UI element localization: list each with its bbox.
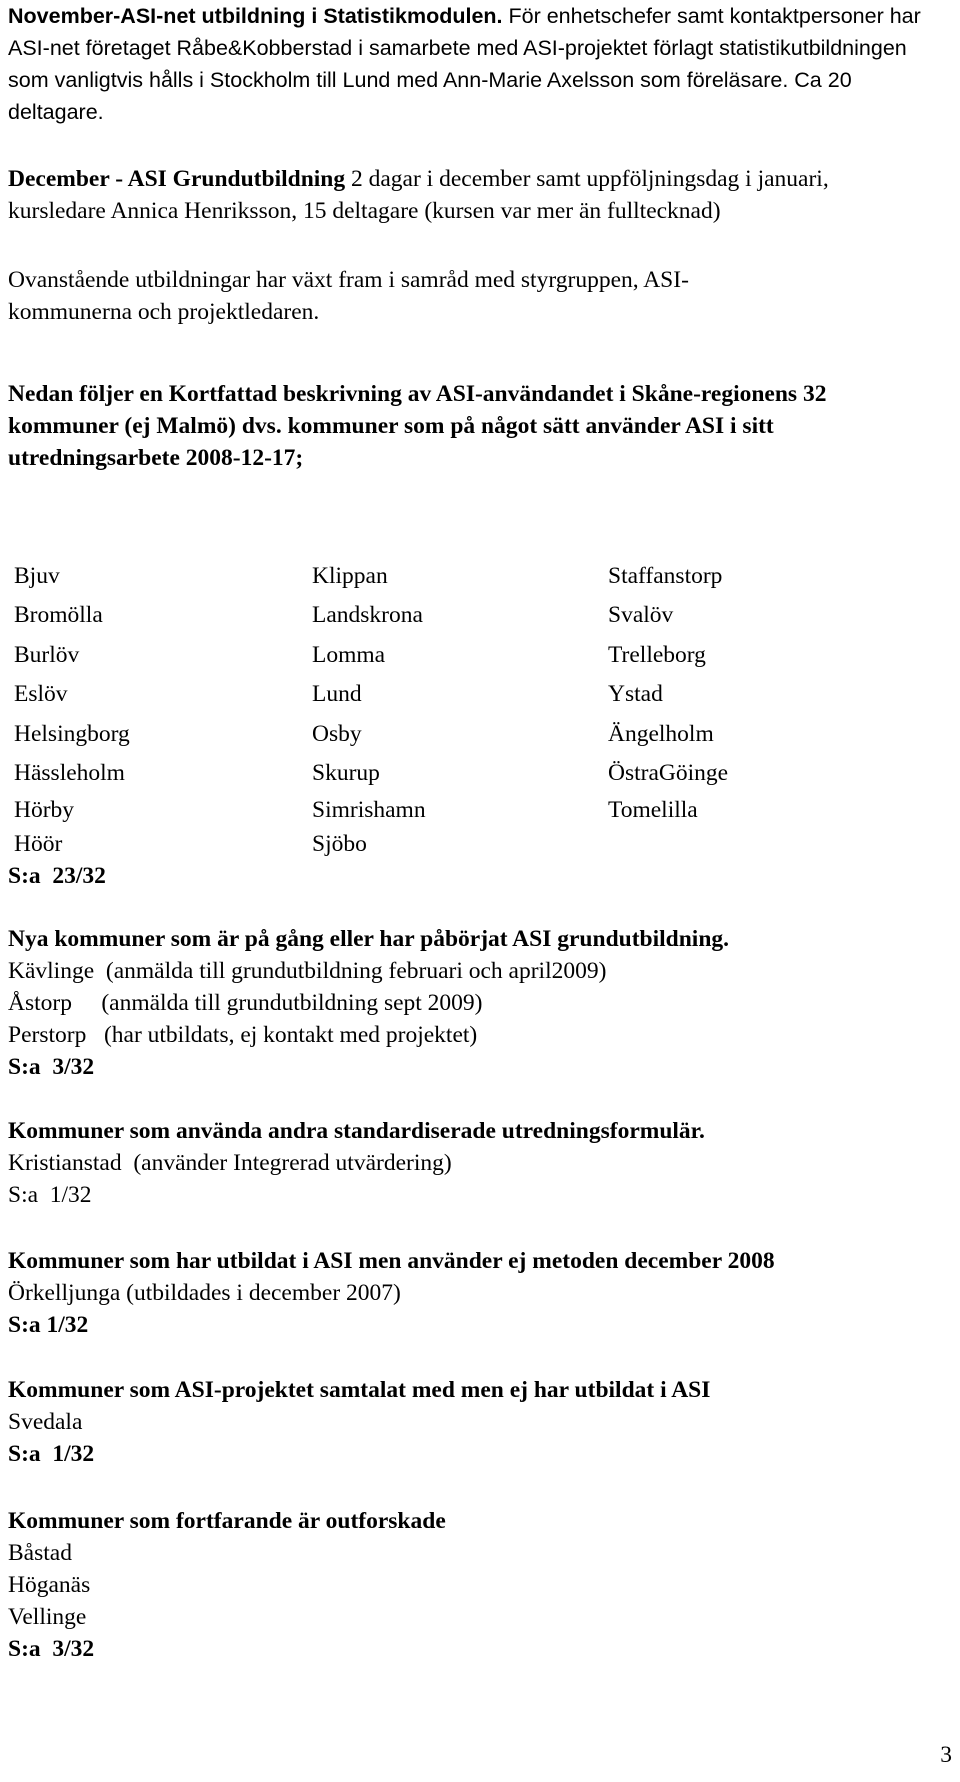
table-cell: Bjuv: [14, 563, 60, 589]
list-item: Båstad: [8, 1540, 72, 1566]
december-paragraph: [8, 163, 928, 227]
sum-total: S:a 23/32: [8, 863, 106, 890]
december-text: 2 dagar i december samt uppföljningsdag i januari, kursledare Annica Henriksson, 15 deltagare (kursen var mer än fulltecknad): [8, 166, 829, 224]
intro-text: För enhetschefer samt kontaktpersoner har ASI-net företaget Råbe&Kobberstad i samarbete med ASI-projektet förlagt statistikutbildningen som vanligtvis hålls i Stockholm till Lund med Ann-Marie Axelsson som föreläsare. Ca 20 deltagare.: [8, 4, 921, 124]
section-heading: Kommuner som använda andra standardiserade utredningsformulär.: [8, 1118, 705, 1144]
consensus-paragraph: Ovanstående utbildningar har växt fram i samråd med styrgruppen, ASI-kommunerna och projektledaren.: [8, 267, 689, 325]
list-item: Höganäs: [8, 1572, 91, 1598]
section-heading: Kommuner som fortfarande är outforskade: [8, 1508, 446, 1534]
table-cell: Skurup: [312, 759, 380, 786]
table-cell: Höör: [14, 831, 63, 858]
section-sum: S:a 3/32: [8, 1054, 95, 1080]
list-item: Örkelljunga (utbildades i december 2007): [8, 1280, 401, 1306]
december-heading: December - ASI Grundutbildning: [8, 166, 346, 192]
section-heading: Nya kommuner som är på gång eller har påbörjat ASI grundutbildning.: [8, 926, 730, 952]
table-row: [8, 557, 908, 596]
discussed-section: [8, 1374, 953, 1470]
table-cell: ÖstraGöinge: [608, 759, 729, 786]
table-row: [8, 675, 908, 714]
section-heading: Kommuner som ASI-projektet samtalat med men ej har utbildat i ASI: [8, 1377, 711, 1403]
trained-not-using-section: [8, 1245, 953, 1341]
section-sum: S:a 1/32: [8, 1441, 95, 1467]
list-item: Perstorp (har utbildats, ej kontakt med projektet): [8, 1022, 478, 1048]
table-cell: Klippan: [312, 563, 388, 589]
table-cell: Simrishamn: [312, 797, 426, 824]
list-item: Åstorp (anmälda till grundutbildning sept 2009): [8, 990, 483, 1016]
table-row: [8, 715, 908, 754]
table-row: [8, 828, 908, 860]
section-sum: S:a 3/32: [8, 1636, 95, 1662]
table-cell: Staffanstorp: [608, 563, 723, 589]
table-row: [8, 596, 908, 635]
section-sum: S:a 1/32: [8, 1182, 92, 1208]
summary-heading: Nedan följer en Kortfattad beskrivning av ASI-användandet i Skåne-regionens 32 kommuner (ej Malmö) dvs. kommuner som på något sätt använder ASI i sitt utredningsarbete 2008-12-17;: [8, 381, 827, 471]
table-cell: Trelleborg: [608, 641, 706, 668]
page-number: 3: [940, 1742, 952, 1768]
intro-heading: November-ASI-net utbildning i Statistikmodulen.: [8, 4, 503, 28]
section-heading: Kommuner som har utbildat i ASI men använder ej metoden december 2008: [8, 1248, 775, 1274]
table-cell: Helsingborg: [14, 720, 130, 747]
table-cell: Hörby: [14, 797, 75, 824]
other-forms-section: [8, 1115, 953, 1211]
table-cell: Eslöv: [14, 681, 68, 708]
intro-paragraph: [8, 0, 948, 128]
list-item: Vellinge: [8, 1604, 87, 1630]
table-row: [8, 860, 908, 892]
list-item: Svedala: [8, 1409, 83, 1435]
municipality-table: [8, 557, 908, 892]
table-cell: Hässleholm: [14, 759, 125, 786]
table-cell: Tomelilla: [608, 797, 698, 824]
table-cell: Sjöbo: [312, 831, 367, 858]
table-cell: Svalöv: [608, 602, 674, 629]
table-cell: Ängelholm: [608, 720, 714, 747]
table-cell: Landskrona: [312, 602, 423, 629]
table-cell: Burlöv: [14, 641, 80, 668]
table-row: [8, 793, 908, 828]
new-section: [8, 923, 953, 1083]
section-sum: S:a 1/32: [8, 1312, 89, 1338]
table-cell: [608, 828, 908, 860]
table-cell: Bromölla: [14, 602, 103, 629]
table-cell: Lund: [312, 681, 362, 708]
table-cell: Ystad: [608, 681, 663, 708]
table-cell: Lomma: [312, 641, 386, 668]
table-row: [8, 636, 908, 675]
table-cell: Osby: [312, 720, 362, 747]
list-item: Kävlinge (anmälda till grundutbildning februari och april2009): [8, 958, 607, 984]
list-item: Kristianstad (använder Integrerad utvärdering): [8, 1150, 452, 1176]
table-row: [8, 754, 908, 793]
unexplored-section: [8, 1505, 953, 1665]
